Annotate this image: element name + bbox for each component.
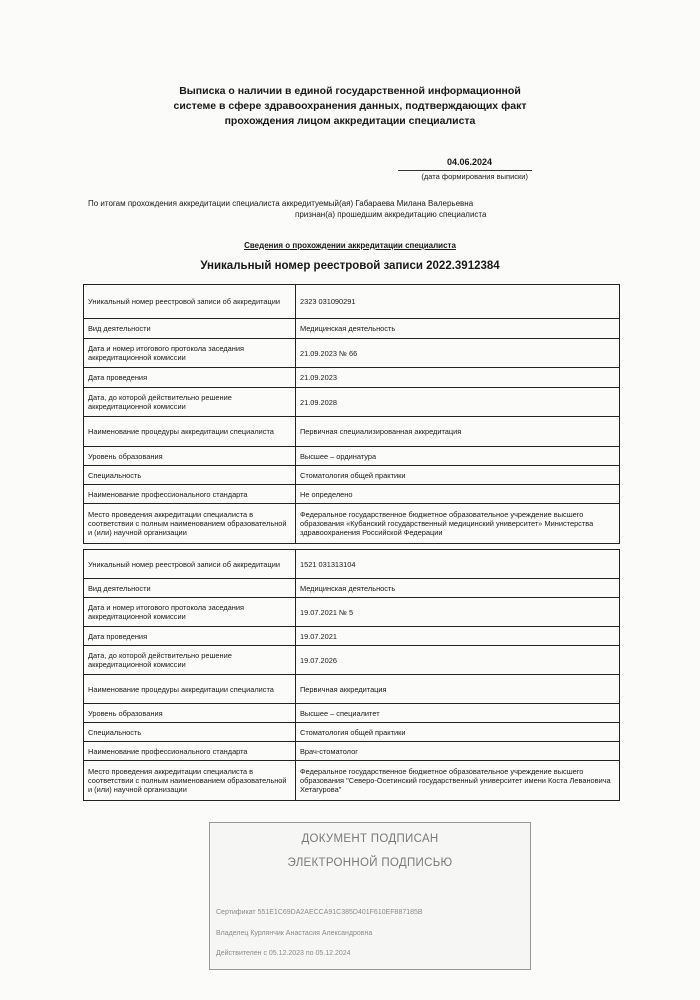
record-value: Медицинская деятельность [296,579,620,598]
accreditation-record-table-2 [83,549,620,801]
intro-line-2: признан(а) прошедшим аккредитацию специалиста [295,210,487,219]
table-row [84,761,620,801]
record-value: Не определено [296,485,620,504]
record-label: Уровень образования [84,447,296,466]
record-label: Дата проведения [84,627,296,646]
electronic-signature-stamp [209,822,531,970]
title-line-2: системе в сфере здравоохранения данных, подтверждающих факт [173,100,527,112]
table-row [84,466,620,485]
record-value: 21.09.2023 [296,368,620,388]
record-value: 21.09.2028 [296,388,620,417]
record-value: Первичная аккредитация [296,675,620,704]
record-value: Первичная специализированная аккредитация [296,417,620,447]
registry-heading: Уникальный номер реестровой записи 2022.3912384 [200,260,500,272]
table-row [84,447,620,466]
record-label: Наименование процедуры аккредитации специалиста [84,675,296,704]
record-label: Дата, до которой действительно решение аккредитационной комиссии [84,388,296,417]
record-value: 2323 031090291 [296,285,620,319]
stamp-owner: Владелец Курлянчик Анастасия Александровна [216,930,373,937]
record-label: Уровень образования [84,704,296,723]
record-value: Высшее – специалитет [296,704,620,723]
stamp-title-line-2: ЭЛЕКТРОННОЙ ПОДПИСЬЮ [287,857,453,869]
record-label: Специальность [84,723,296,742]
stamp-validity: Действителен с 05.12.2023 по 05.12.2024 [216,950,351,957]
record-value: Федеральное государственное бюджетное образовательное учреждение высшего образования "Северо-Осетинский государственный университет имени Коста Левановича Хетагурова" [296,761,620,801]
record-label: Наименование процедуры аккредитации специалиста [84,417,296,447]
table-row [84,579,620,598]
title-line-3: прохождения лицом аккредитации специалиста [224,115,476,127]
record-value: Федеральное государственное бюджетное образовательное учреждение высшего образования «Кубанский государственный медицинский университет» Министерства здравоохранения Российской Федерации [296,504,620,544]
record-label: Уникальный номер реестровой записи об аккредитации [84,550,296,579]
record-label: Дата и номер итогового протокола заседания аккредитационной комиссии [84,598,296,627]
table-row [84,598,620,627]
table-row [84,742,620,761]
record-label: Специальность [84,466,296,485]
table-row [84,504,620,544]
table-row [84,285,620,319]
record-label: Наименование профессионального стандарта [84,485,296,504]
table-row [84,319,620,339]
record-label: Вид деятельности [84,579,296,598]
record-value: 19.07.2021 № 5 [296,598,620,627]
stamp-certificate: Сертификат 551E1C69DA2AECCA91C385D401F610EF887185B [216,909,423,916]
stamp-title-line-1: ДОКУМЕНТ ПОДПИСАН [301,833,439,845]
table-row [84,485,620,504]
table-row [84,704,620,723]
record-label: Вид деятельности [84,319,296,339]
table-row [84,550,620,579]
formation-date-block [398,157,532,182]
record-label: Место проведения аккредитации специалиста в соответствии с полным наименованием образовательной и (или) научной организации [84,504,296,544]
title-line-1: Выписка о наличии в единой государственной информационной [179,85,521,97]
accreditation-record-table-1 [83,284,620,544]
document-title [150,84,550,129]
formation-date-caption: (дата формирования выписки) [421,172,528,181]
record-value: 21.09.2023 № 66 [296,339,620,368]
record-label: Дата, до которой действительно решение аккредитационной комиссии [84,646,296,675]
record-value: 19.07.2021 [296,627,620,646]
record-label: Уникальный номер реестровой записи об аккредитации [84,285,296,319]
record-value: Стоматология общей практики [296,723,620,742]
record-label: Дата и номер итогового протокола заседания аккредитационной комиссии [84,339,296,368]
table-row [84,646,620,675]
table-row [84,675,620,704]
record-value: Врач-стоматолог [296,742,620,761]
table-row [84,627,620,646]
section-heading: Сведения о прохождении аккредитации специалиста [244,241,456,250]
record-label: Место проведения аккредитации специалиста в соответствии с полным наименованием образовательной и (или) научной организации [84,761,296,801]
record-label: Наименование профессионального стандарта [84,742,296,761]
table-row [84,388,620,417]
record-value: Стоматология общей практики [296,466,620,485]
record-value: Высшее – ординатура [296,447,620,466]
table-row [84,723,620,742]
table-row [84,417,620,447]
table-row [84,339,620,368]
record-value: 1521 031313104 [296,550,620,579]
record-label: Дата проведения [84,368,296,388]
record-value: 19.07.2026 [296,646,620,675]
formation-date: 04.06.2024 [398,157,532,171]
intro-text [60,198,650,220]
record-value: Медицинская деятельность [296,319,620,339]
intro-line-1: По итогам прохождения аккредитации специалиста аккредитуемый(ая) Габараева Милана Валерьевна [88,199,474,208]
table-row [84,368,620,388]
